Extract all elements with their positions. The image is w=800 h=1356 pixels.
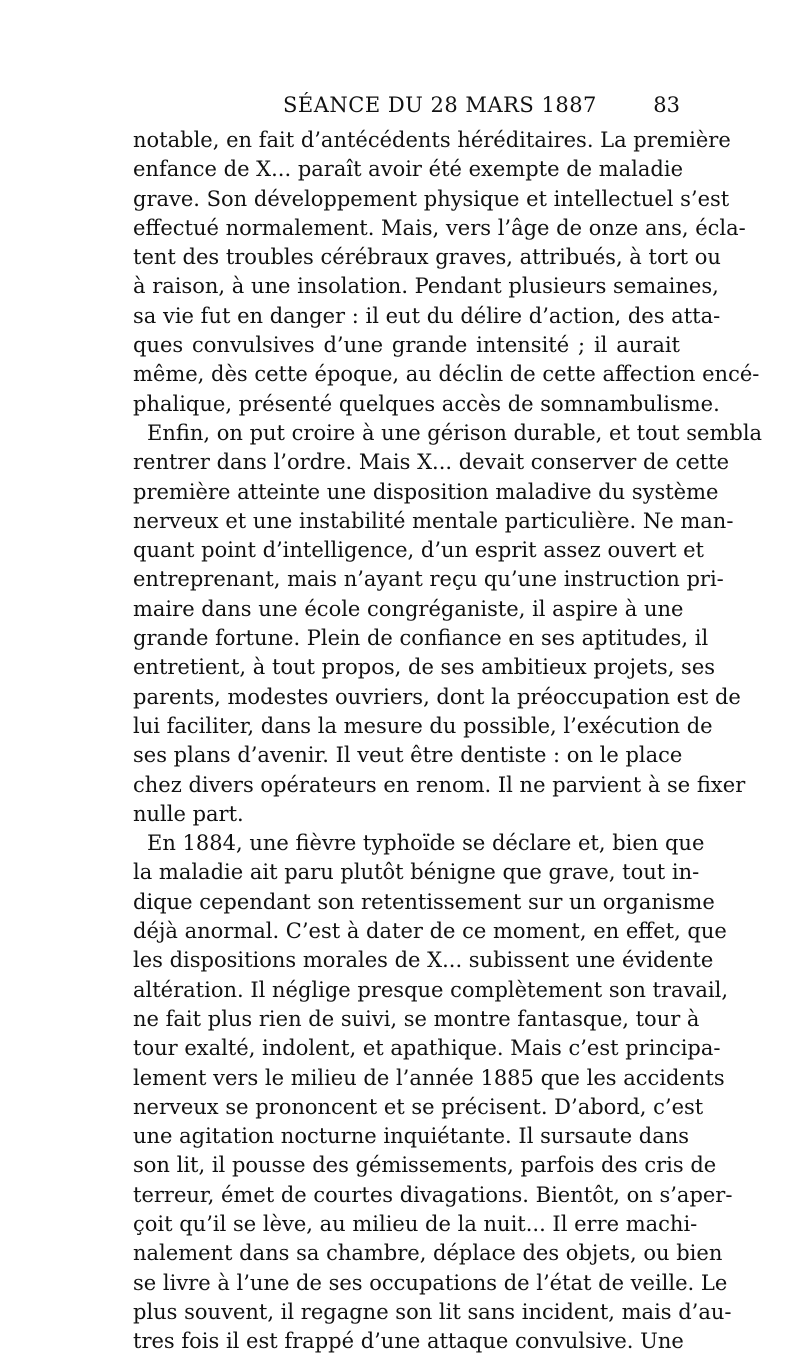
- text-line: tour exalté, indolent, et apathique. Mais c’est principa-: [133, 1036, 721, 1061]
- text-line: même, dès cette époque, au déclin de cette affection encé-: [133, 362, 760, 387]
- text-line: entreprenant, mais n’ayant reçu qu’une instruction pri-: [133, 567, 724, 592]
- text-line: rentrer dans l’ordre. Mais X... devait conserver de cette: [133, 450, 730, 475]
- text-line: ne fait plus rien de suivi, se montre fantasque, tour à: [133, 1006, 700, 1031]
- text-line: dique cependant son retentissement sur un organisme: [133, 889, 715, 914]
- text-line: sa vie fut en danger : il eut du délire d’action, des atta-: [133, 303, 721, 328]
- text-line: notable, en fait d’antécédents héréditaires. La première: [133, 128, 731, 152]
- page-number: 83: [653, 93, 680, 117]
- text-line: lement vers le milieu de l’année 1885 que les accidents: [133, 1065, 725, 1090]
- text-line: En 1884, une fièvre typhoïde se déclare et, bien que: [147, 831, 705, 856]
- text-line: ses plans d’avenir. Il veut être dentiste : on le place: [133, 743, 683, 768]
- text-line: enfance de X... paraît avoir été exempte de maladie: [133, 157, 684, 182]
- text-line: effectué normalement. Mais, vers l’âge de onze ans, écla-: [133, 215, 746, 240]
- text-line: grave. Son développement physique et intellectuel s’est: [133, 186, 730, 211]
- text-line: plus souvent, il regagne son lit sans incident, mais d’au-: [133, 1299, 732, 1324]
- text-line: phalique, présenté quelques accès de somnambulisme.: [133, 391, 720, 416]
- page-header: [133, 93, 680, 123]
- text-line: grande fortune. Plein de confiance en ses aptitudes, il: [133, 626, 709, 651]
- text-line: une agitation nocturne inquiétante. Il sursaute dans: [133, 1124, 690, 1149]
- text-line: parents, modestes ouvriers, dont la préoccupation est de: [133, 684, 741, 709]
- text-line: tres fois il est frappé d’une attaque convulsive. Une: [133, 1329, 684, 1354]
- text-line: première atteinte une disposition maladive du système: [133, 479, 719, 504]
- text-line: Enfin, on put croire à une gérison durable, et tout sembla: [147, 420, 763, 445]
- text-line: chez divers opérateurs en renom. Il ne parvient à se fixer: [133, 772, 746, 797]
- text-line: lui faciliter, dans la mesure du possible, l’exécution de: [133, 713, 713, 738]
- text-line: la maladie ait paru plutôt bénigne que grave, tout in-: [133, 860, 700, 885]
- text-line: altération. Il néglige presque complètement son travail,: [133, 977, 729, 1002]
- text-line: çoit qu’il se lève, au milieu de la nuit... Il erre machi-: [133, 1211, 698, 1236]
- text-line: son lit, il pousse des gémissements, parfois des cris de: [133, 1153, 717, 1178]
- text-line: entretient, à tout propos, de ses ambitieux projets, ses: [133, 655, 716, 680]
- body-text: [133, 126, 763, 1356]
- text-line: nalement dans sa chambre, déplace des objets, ou bien: [133, 1241, 723, 1266]
- text-line: nulle part.: [133, 801, 244, 826]
- text-line: ques convulsives d’une grande intensité ; il aurait: [133, 333, 680, 358]
- text-line: maire dans une école congréganiste, il aspire à une: [133, 596, 684, 621]
- text-line: à raison, à une insolation. Pendant plusieurs semaines,: [133, 274, 719, 299]
- text-line: déjà anormal. C’est à dater de ce moment, en effet, que: [133, 919, 727, 944]
- text-line: terreur, émet de courtes divagations. Bientôt, on s’aper-: [133, 1182, 733, 1207]
- running-title: SÉANCE DU 28 MARS 1887: [283, 93, 597, 117]
- text-line: les dispositions morales de X... subissent une évidente: [133, 948, 714, 973]
- text-line: nerveux se prononcent et se précisent. D’abord, c’est: [133, 1094, 704, 1119]
- text-line: tent des troubles cérébraux graves, attribués, à tort ou: [133, 245, 721, 270]
- text-line: nerveux et une instabilité mentale particulière. Ne man-: [133, 508, 734, 533]
- text-line: quant point d’intelligence, d’un esprit assez ouvert et: [133, 538, 704, 563]
- text-line: se livre à l’une de ses occupations de l’état de veille. Le: [133, 1270, 728, 1295]
